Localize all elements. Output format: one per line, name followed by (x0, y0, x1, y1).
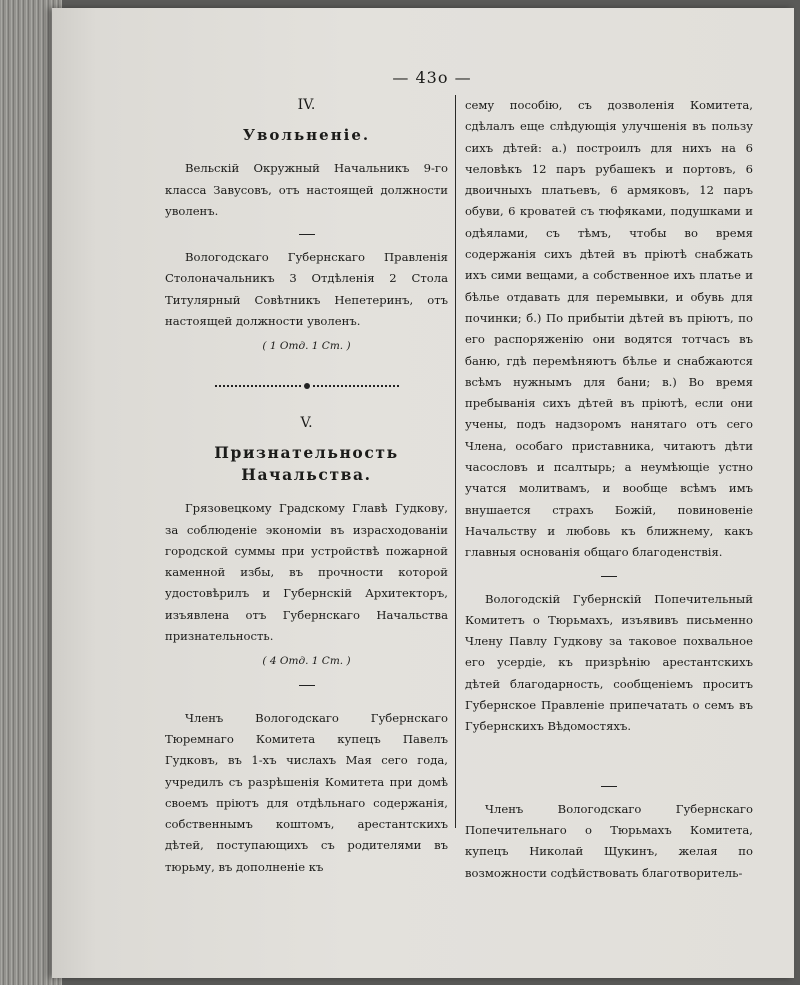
section-v-number: V. (300, 414, 313, 431)
separator-dash (299, 234, 315, 235)
paragraph-gudkov-shelter: Членъ Вологодскаго Губернскаго Тюремнаго Комитета купецъ Павелъ Гудковъ, въ 1-хъ числахъ Мая сего года, учредилъ съ разрѣшенiя Комитета при домѣ своемъ прiютъ для отдѣльнаго содержанiя, собственнымъ коштомъ, арестантскихъ дѣтей, поступающихъ съ родителями въ тюрьму, въ дополненiе къ (165, 710, 448, 874)
separator-dash (601, 786, 617, 787)
paragraph-vologda-clerk: Вологодскаго Губернскаго Правленiя Столоначальникъ 3 Отдѣленiя 2 Стола Титулярный Совѣтникъ Непетеринъ, отъ настоящей должности уволенъ. (165, 250, 448, 329)
section-iv-title: Увольненiе. (242, 126, 371, 145)
left-column (165, 95, 448, 878)
section-iv-source: ( 1 Отд. 1 Ст. ) (262, 340, 351, 353)
paragraph-shelter-improvements: сему пособiю, съ дозволенiя Комитета, сдѣлалъ еще слѣдующiя улучшенiя въ пользу сихъ дѣтей: а.) построилъ для нихъ на 6 человѣкъ 12 паръ рубашекъ и портовъ, 6 двоичныхъ платьевъ, 6 армяковъ, 12 паръ обуви, 6 кроватей съ тюфяками, подушками и одѣялами, съ тѣмъ, чтобы во время содержанiя сихъ дѣтей въ прiютѣ снабжать ихъ сими вещами, а собственное ихъ платье и бѣлье отдавать для перемывки, и обувь для починки; б.) По прибытiи дѣтей въ прiютъ, по его распоряженiю они водятся тотчасъ въ баню, гдѣ перемѣняютъ бѣлье и снабжаются всѣмъ нужнымъ для бани; в.) Во время пребыванiя сихъ дѣтей въ прiютѣ, если они учены, подъ надзоромъ нанятаго отъ сего Члена, особаго приставника, читаютъ дѣти часословъ и псалтырь; а неумѣющiе устно учатся молитвамъ, и вообще всѣмъ имъ внушается страхъ Божiй, повиновенiе Начальству и любовь къ ближнему, какъ главныя основанiя общаго благоденствiя. (465, 98, 753, 560)
separator-dash (299, 685, 315, 686)
paragraph-shchukin: Членъ Вологодскаго Губернскаго Попечительнаго о Тюрьмахъ Комитета, купецъ Николай Щукинъ, желая по возможности содѣйствовать благотворитель- (465, 801, 753, 880)
paragraph-committee-gratitude: Вологодскiй Губернскiй Попечительный Комитетъ о Тюрьмахъ, изъявивъ письменно Члену Павлу Гудкову за таковое похвальное его усердiе, къ призрѣнiю арестантскихъ дѣтей благодарность, сообщенiемъ проситъ Губернское Правленiе припечатать о семъ въ Губернскихъ Вѣдомостяхъ. (465, 591, 753, 734)
section-iv-number: IV. (297, 97, 316, 113)
ornament-divider (165, 376, 448, 397)
column-divider-rule (455, 95, 456, 828)
separator-dash (601, 576, 617, 577)
paragraph-velsk-chief: Вельскiй Окружный Начальникъ 9-го класса Завусовъ, отъ настоящей должности уволенъ. (165, 161, 448, 218)
paragraph-gryazovets-mayor: Грязовецкому Градскому Главѣ Гудкову, за соблюденiе экономiи въ израсходованiи городской суммы при устройствѣ пожарной каменной избы, въ прочности которой удостовѣрилъ и Губернскiй Архитекторъ, изъявлена отъ Губернскаго Начальства признательность. (165, 501, 448, 644)
page-number: — 43о — (392, 68, 472, 87)
section-v-source: ( 4 Отд. 1 Ст. ) (262, 655, 351, 668)
section-v-title: Признательность Начальства. (214, 443, 399, 485)
right-column (465, 95, 753, 884)
